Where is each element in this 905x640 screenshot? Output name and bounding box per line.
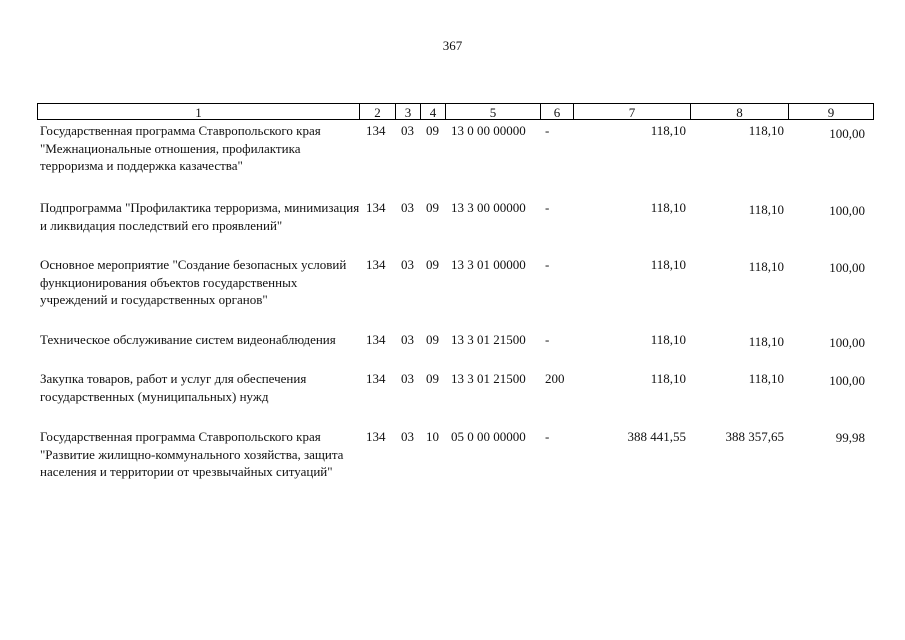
row-col-8: 388 357,65 <box>725 429 784 444</box>
row-col-2: 134 <box>366 123 386 138</box>
row-col-8: 118,10 <box>748 123 784 138</box>
row-col-3: 03 <box>401 371 414 386</box>
row-col-6: - <box>545 200 550 215</box>
row-col-5: 13 3 00 00000 <box>451 200 526 215</box>
header-col-5: 5 <box>446 104 541 119</box>
header-col-3: 3 <box>396 104 421 119</box>
row-col-7: 118,10 <box>650 200 686 215</box>
row-col-9: 100,00 <box>829 126 865 141</box>
row-col-9: 99,98 <box>835 430 865 445</box>
row-col-9: 100,00 <box>829 335 865 350</box>
row-col-8: 118,10 <box>748 334 784 349</box>
header-col-6: 6 <box>541 104 574 119</box>
row-col-5: 13 3 01 21500 <box>451 371 526 386</box>
header-col-9: 9 <box>827 105 835 120</box>
row-col-4: 09 <box>426 371 439 386</box>
row-col-7: 118,10 <box>650 123 686 138</box>
row-col-8: 118,10 <box>748 202 784 217</box>
row-col-7: 118,10 <box>650 257 686 272</box>
row-col-5: 13 3 01 21500 <box>451 332 526 347</box>
header-col-4: 4 <box>421 104 446 119</box>
row-col-4: 09 <box>426 257 439 272</box>
row-col-4: 09 <box>426 200 439 215</box>
row-name: Основное мероприятие "Создание безопасных условий функционирования объектов государственных учреждений и государственных органов" <box>40 257 347 308</box>
header-col-7: 7 <box>574 104 691 119</box>
row-col-7: 388 441,55 <box>627 429 686 444</box>
row-col-2: 134 <box>366 332 386 347</box>
page-number: 367 <box>442 38 463 53</box>
row-col-3: 03 <box>401 332 414 347</box>
row-col-9: 100,00 <box>829 203 865 218</box>
row-col-7: 118,10 <box>650 332 686 347</box>
table-header <box>37 103 874 120</box>
row-col-9: 100,00 <box>829 260 865 275</box>
row-name: Закупка товаров, работ и услуг для обеспечения государственных (муниципальных) нужд <box>40 371 307 404</box>
row-col-7: 118,10 <box>650 371 686 386</box>
row-col-3: 03 <box>401 200 414 215</box>
header-col-1: 1 <box>38 104 360 119</box>
header-col-8: 8 <box>691 104 789 119</box>
row-col-5: 13 0 00 00000 <box>451 123 526 138</box>
row-col-3: 03 <box>401 257 414 272</box>
row-col-6: 200 <box>545 371 565 386</box>
row-col-2: 134 <box>366 257 386 272</box>
row-col-3: 03 <box>401 429 414 444</box>
header-col-2: 2 <box>360 104 396 119</box>
row-name: Государственная программа Ставропольского края "Развитие жилищно-коммунального хозяйства, защита населения и территории от чрезвычайных ситуаций" <box>40 429 344 480</box>
row-col-8: 118,10 <box>748 259 784 274</box>
row-col-5: 05 0 00 00000 <box>451 429 526 444</box>
row-col-2: 134 <box>366 371 386 386</box>
row-col-6: - <box>545 332 550 347</box>
row-col-6: - <box>545 257 550 272</box>
row-col-3: 03 <box>401 123 414 138</box>
row-name: Техническое обслуживание систем видеонаблюдения <box>40 332 336 347</box>
row-col-2: 134 <box>366 429 386 444</box>
row-col-8: 118,10 <box>748 371 784 386</box>
row-name: Подпрограмма "Профилактика терроризма, минимизация и ликвидация последствий его проявлений" <box>40 200 360 233</box>
row-name: Государственная программа Ставропольского края "Межнациональные отношения, профилактика терроризма и поддержка казачества" <box>40 123 321 174</box>
row-col-4: 09 <box>426 332 439 347</box>
row-col-4: 09 <box>426 123 439 138</box>
row-col-4: 10 <box>426 429 439 444</box>
row-col-9: 100,00 <box>829 373 865 388</box>
row-col-6: - <box>545 123 550 138</box>
row-col-6: - <box>545 429 550 444</box>
row-col-2: 134 <box>366 200 386 215</box>
row-col-5: 13 3 01 00000 <box>451 257 526 272</box>
